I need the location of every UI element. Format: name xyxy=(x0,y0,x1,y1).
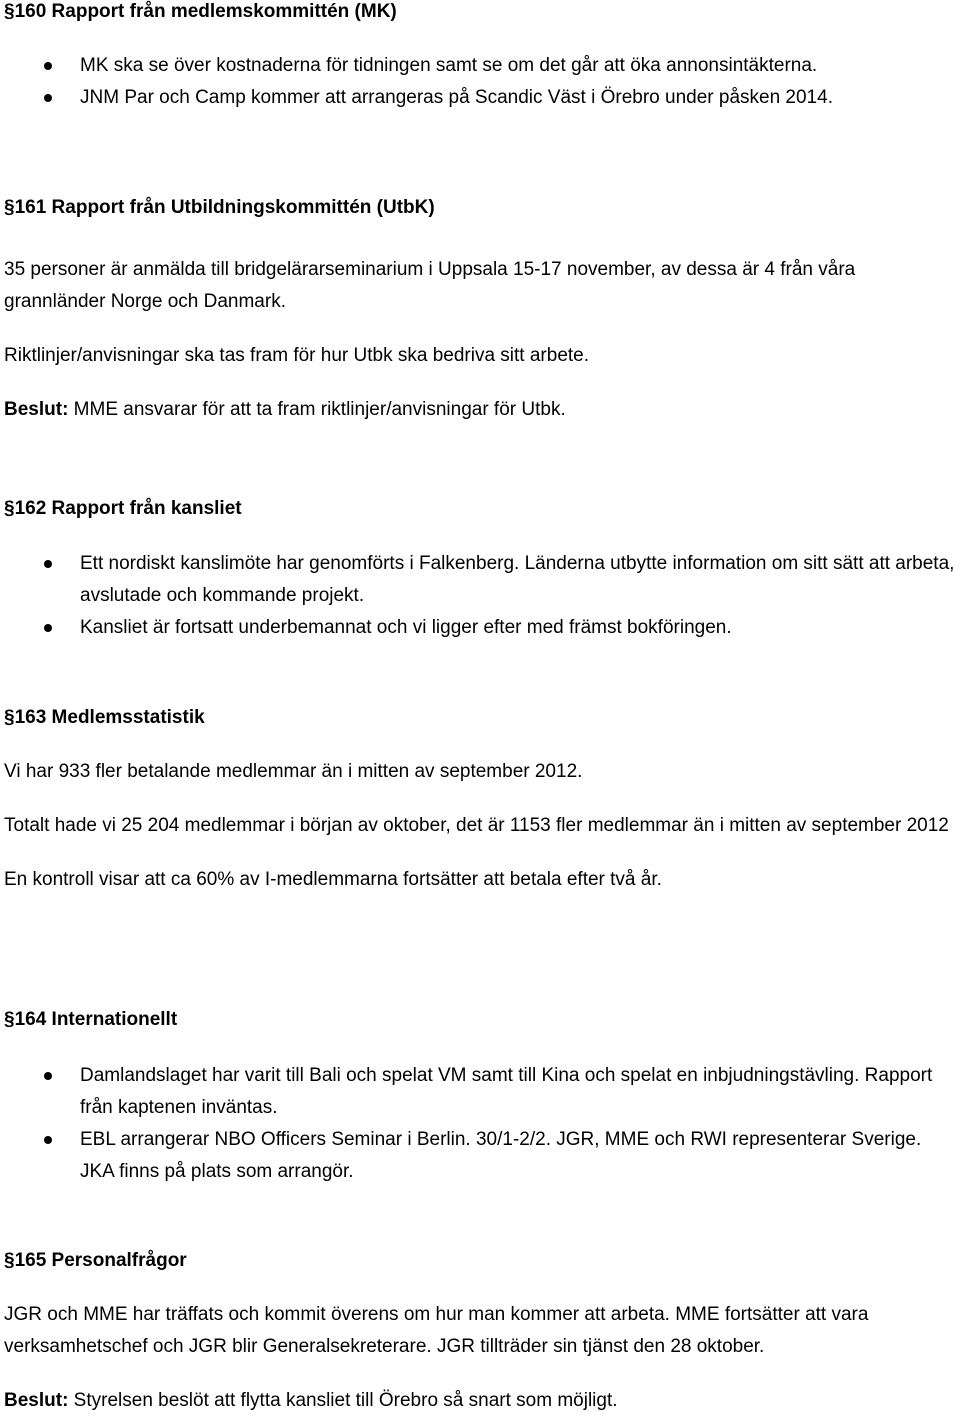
section-heading: §160 Rapport från medlemskommittén (MK) xyxy=(4,1,397,22)
decision-paragraph xyxy=(4,1385,958,1417)
bullet-item xyxy=(4,548,958,612)
paragraph: Riktlinjer/anvisningar ska tas fram för hur Utbk ska bedriva sitt arbete. xyxy=(4,345,590,366)
bullet-dot-icon xyxy=(44,1136,52,1144)
bullet-item xyxy=(4,82,958,114)
section-161 xyxy=(4,196,958,426)
section-heading: §161 Rapport från Utbildningskommittén (UtbK) xyxy=(4,197,435,218)
section-heading: §162 Rapport från kansliet xyxy=(4,498,242,519)
section-heading: §163 Medlemsstatistik xyxy=(4,707,205,728)
paragraph: Totalt hade vi 25 204 medlemmar i början av oktober, det är 1153 fler medlemmar än i mitten av september 2012 xyxy=(4,815,949,836)
bullet-text: Kansliet är fortsatt underbemannat och vi ligger efter med främst bokföringen. xyxy=(80,617,732,638)
section-heading: §164 Internationellt xyxy=(4,1009,178,1030)
decision-paragraph xyxy=(4,394,958,426)
bullet-list xyxy=(4,548,958,644)
section-165 xyxy=(4,1249,958,1417)
section-162 xyxy=(4,497,958,644)
bullet-text: EBL arrangerar NBO Officers Seminar i Berlin. 30/1-2/2. JGR, MME och RWI representerar Sverige. JKA finns på plats som arrangör. xyxy=(80,1129,922,1182)
bullet-dot-icon xyxy=(44,62,52,70)
paragraph: JGR och MME har träffats och kommit överens om hur man kommer att arbeta. MME fortsätter att vara verksamhetschef och JGR blir Generalsekreterare. JGR tillträder sin tjänst den 28 oktober. xyxy=(4,1304,869,1357)
bullet-item xyxy=(4,1124,958,1188)
bullet-dot-icon xyxy=(44,560,52,568)
section-160 xyxy=(4,0,958,114)
bullet-dot-icon xyxy=(44,624,52,632)
decision-text: Styrelsen beslöt att flytta kansliet till Örebro så snart som möjligt. xyxy=(68,1390,618,1411)
section-163 xyxy=(4,706,958,896)
bullet-text: MK ska se över kostnaderna för tidningen samt se om det går att öka annonsintäkterna. xyxy=(80,55,818,76)
decision-label: Beslut: xyxy=(4,1390,69,1411)
bullet-item xyxy=(4,50,958,82)
bullet-item xyxy=(4,1060,958,1124)
section-heading: §165 Personalfrågor xyxy=(4,1250,187,1271)
paragraph: 35 personer är anmälda till bridgelärarseminarium i Uppsala 15-17 november, av dessa är 4 från våra grannländer Norge och Danmark. xyxy=(4,259,856,312)
decision-text: MME ansvarar för att ta fram riktlinjer/anvisningar för Utbk. xyxy=(68,399,566,420)
paragraph: Vi har 933 fler betalande medlemmar än i mitten av september 2012. xyxy=(4,761,583,782)
bullet-text: JNM Par och Camp kommer att arrangeras på Scandic Väst i Örebro under påsken 2014. xyxy=(80,87,833,108)
section-164 xyxy=(4,1008,958,1188)
bullet-dot-icon xyxy=(44,1072,52,1080)
paragraph: En kontroll visar att ca 60% av I-medlemmarna fortsätter att betala efter två år. xyxy=(4,869,662,890)
bullet-text: Ett nordiskt kanslimöte har genomförts i Falkenberg. Länderna utbytte information om sitt sätt att arbeta, avslutade och kommande projekt. xyxy=(80,553,955,606)
bullet-list xyxy=(4,50,958,114)
decision-label: Beslut: xyxy=(4,399,69,420)
bullet-item xyxy=(4,612,958,644)
bullet-text: Damlandslaget har varit till Bali och spelat VM samt till Kina och spelat en inbjudningstävling. Rapport från kaptenen inväntas. xyxy=(80,1065,933,1118)
bullet-dot-icon xyxy=(44,94,52,102)
bullet-list xyxy=(4,1060,958,1188)
